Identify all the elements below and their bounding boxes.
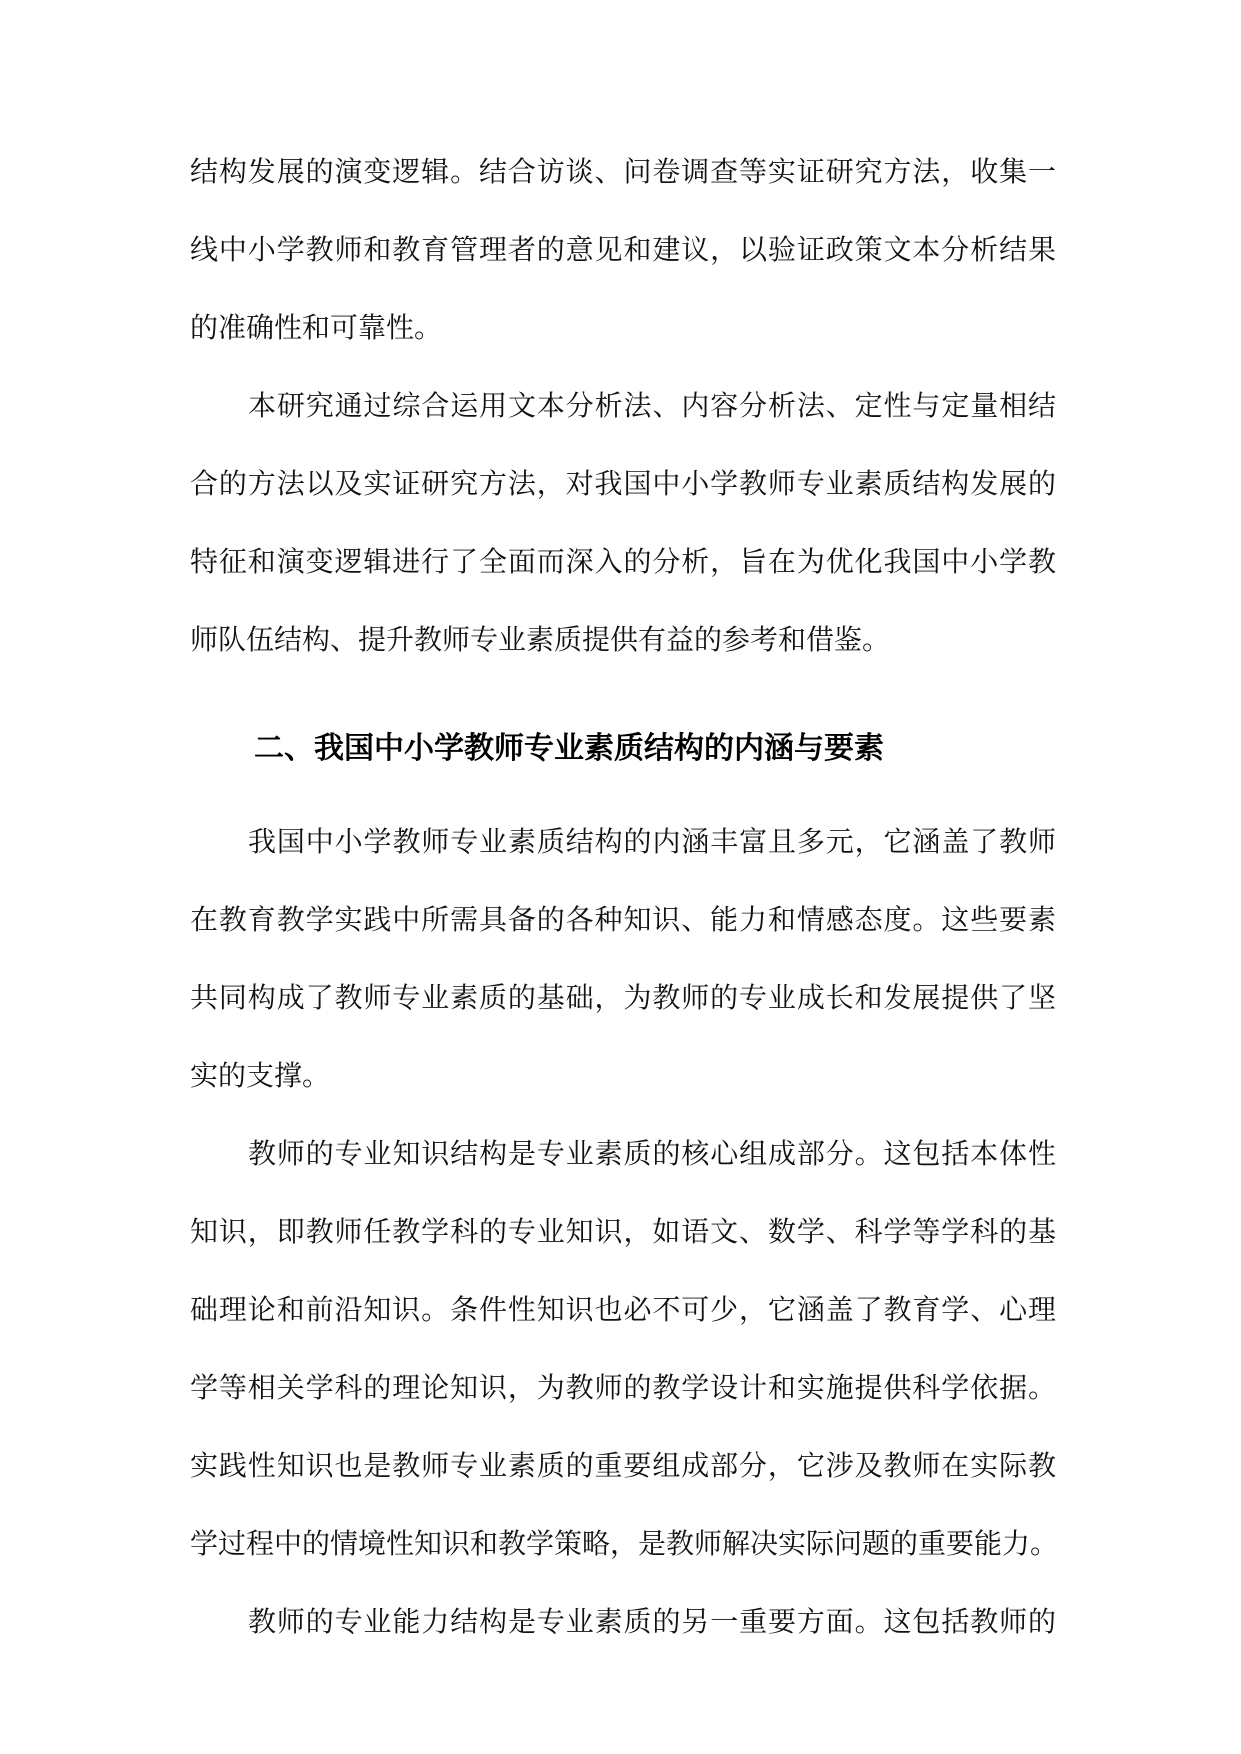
document-body [190,133,1059,1661]
intro-paragraph-1 [190,133,1056,367]
text-line: 实践性知识也是教师专业素质的重要组成部分，它涉及教师在实际教 [190,1449,1056,1482]
text-line: 线中小学教师和教育管理者的意见和建议，以验证政策文本分析结果 [190,233,1056,266]
text-line: 我国中小学教师专业素质结构的内涵丰富且多元，它涵盖了教师 [248,825,1056,858]
text-line: 结构发展的演变逻辑。结合访谈、问卷调查等实证研究方法，收集一 [190,155,1056,188]
text-line: 的准确性和可靠性。 [190,311,443,344]
text-line: 教师的专业知识结构是专业素质的核心组成部分。这包括本体性 [248,1137,1056,1170]
text-line: 知识，即教师任教学科的专业知识，如语文、数学、科学等学科的基 [190,1215,1056,1248]
section-paragraph-3 [190,1583,1056,1661]
text-line: 合的方法以及实证研究方法，对我国中小学教师专业素质结构发展的 [190,467,1056,500]
text-line: 实的支撑。 [190,1059,331,1092]
text-line: 特征和演变逻辑进行了全面而深入的分析，旨在为优化我国中小学教 [190,545,1056,578]
text-line: 学等相关学科的理论知识，为教师的教学设计和实施提供科学依据。 [190,1371,1056,1404]
text-line: 在教育教学实践中所需具备的各种知识、能力和情感态度。这些要素 [190,903,1056,936]
text-line: 共同构成了教师专业素质的基础，为教师的专业成长和发展提供了坚 [190,981,1056,1014]
section-paragraph-2 [190,1115,1059,1583]
text-line: 本研究通过综合运用文本分析法、内容分析法、定性与定量相结 [248,389,1056,422]
text-line: 教师的专业能力结构是专业素质的另一重要方面。这包括教师的 [248,1605,1056,1638]
text-line: 础理论和前沿知识。条件性知识也必不可少，它涵盖了教育学、心理 [190,1293,1056,1326]
section-paragraph-1 [190,803,1056,1115]
intro-paragraph-2 [190,367,1056,679]
text-line: 师队伍结构、提升教师专业素质提供有益的参考和借鉴。 [190,623,891,656]
text-line: 学过程中的情境性知识和教学策略，是教师解决实际问题的重要能力。 [190,1527,1059,1560]
section-heading: 二、我国中小学教师专业素质结构的内涵与要素 [254,731,884,766]
